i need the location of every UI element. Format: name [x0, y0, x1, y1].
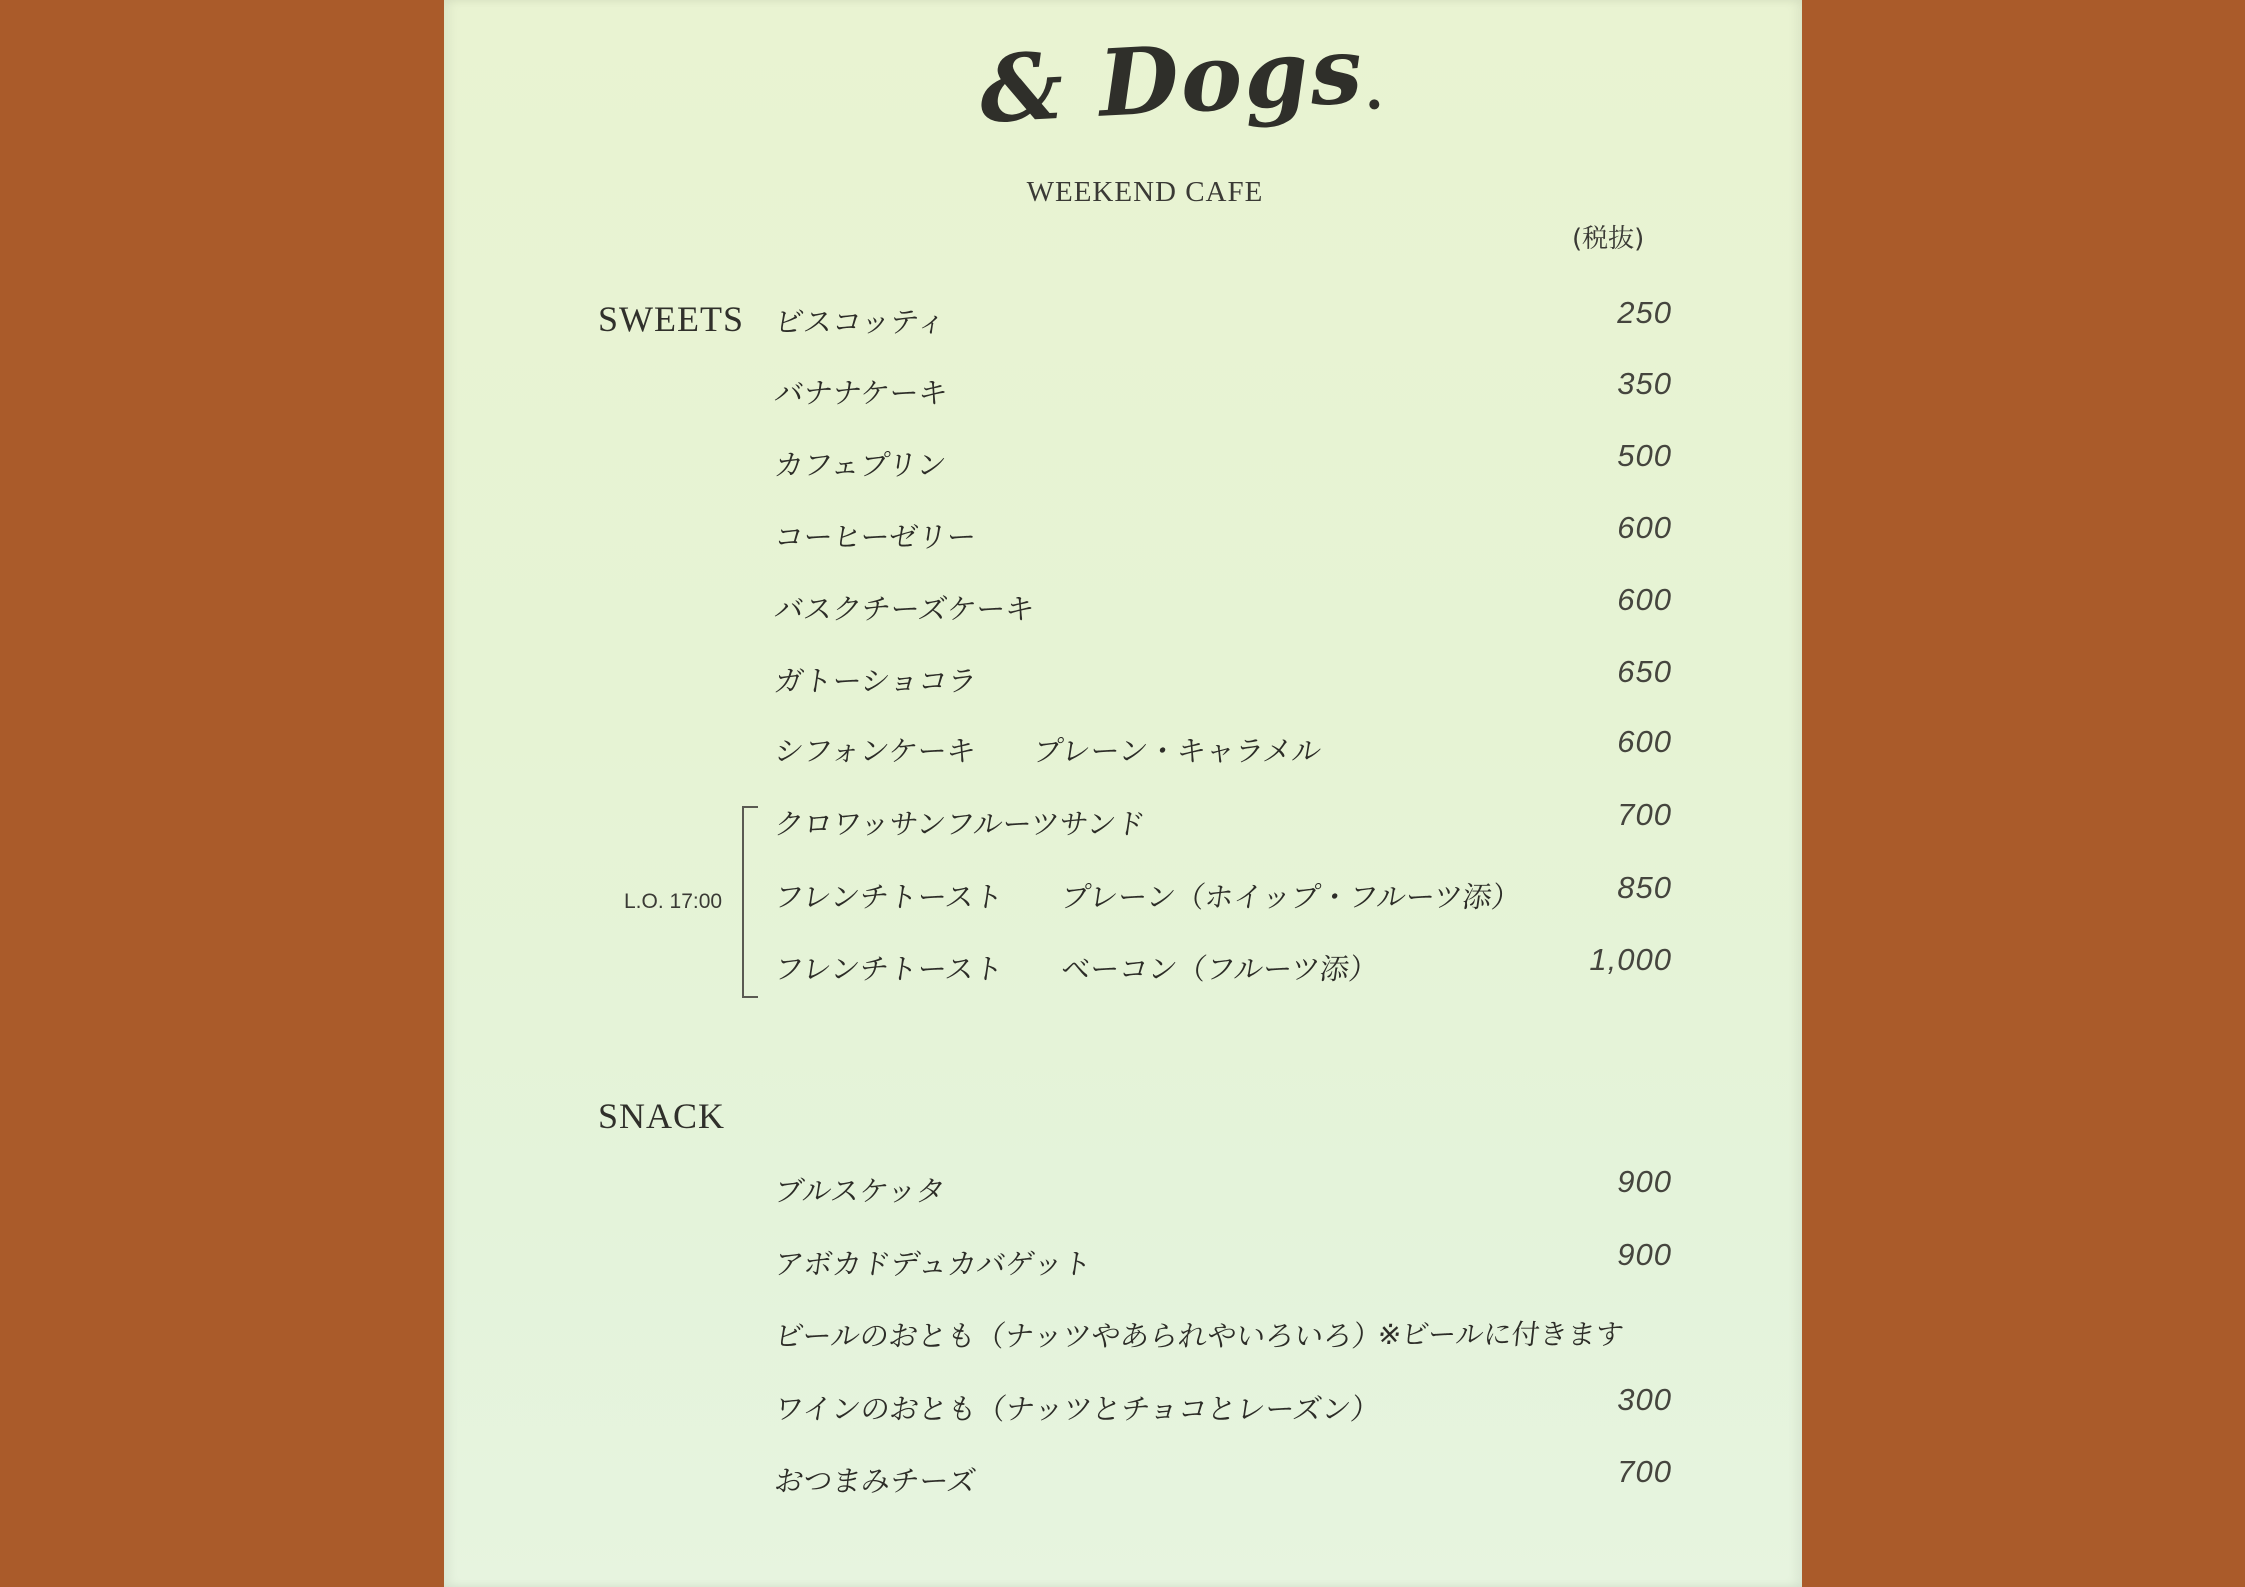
item-price: 350: [1617, 366, 1672, 401]
item-price: 1,000: [1589, 942, 1672, 977]
logo-text: & Dogs: [977, 15, 1367, 144]
item-price: 600: [1617, 724, 1672, 759]
menu-item-wine-snacks: [772, 1378, 1672, 1428]
menu-item-beer-snacks: [772, 1305, 1672, 1355]
item-name: ワインのおとも（ナッツとチョコとレーズン）: [772, 1392, 1383, 1426]
menu-item-biscotti: [772, 291, 1672, 341]
menu-item-cafe-pudding: [772, 434, 1672, 484]
item-name: アボカドデュカバゲット: [772, 1247, 1095, 1281]
item-name: バナナケーキ: [772, 376, 950, 410]
menu-item-french-toast-bacon: [772, 938, 1672, 988]
menu-item-cheese-snack: [772, 1450, 1672, 1500]
menu-item-gateau-chocolat: [772, 650, 1672, 700]
item-price: 650: [1617, 654, 1672, 689]
item-price: 250: [1617, 295, 1672, 330]
last-order-label: L.O. 17:00: [624, 890, 723, 913]
item-name: コーヒーゼリー: [772, 520, 979, 554]
last-order-bracket: [742, 806, 758, 998]
item-name: ブルスケッタ: [772, 1174, 948, 1208]
tax-note: (税抜): [1572, 224, 1645, 254]
menu-item-basque-cheesecake: [772, 578, 1672, 628]
cafe-logo: [977, 13, 1367, 150]
menu-item-chiffon-cake: [772, 720, 1672, 770]
item-price: 850: [1617, 870, 1672, 905]
menu-item-avocado-dukkah-baguette: [772, 1233, 1672, 1283]
menu-item-bruschetta: [772, 1160, 1672, 1210]
item-price: 500: [1617, 438, 1672, 473]
item-name: フレンチトースト ベーコン（フルーツ添）: [772, 952, 1381, 986]
menu-item-french-toast-plain: [772, 866, 1672, 916]
item-name: カフェプリン: [772, 448, 949, 482]
item-name: クロワッサンフルーツサンド: [772, 807, 1148, 841]
cafe-subtitle: WEEKEND CAFE: [1026, 176, 1264, 208]
menu-item-croissant-fruit-sandwich: [772, 793, 1672, 843]
item-price: 700: [1617, 1454, 1672, 1489]
item-name: おつまみチーズ: [772, 1464, 979, 1498]
item-price: 700: [1617, 797, 1672, 832]
item-price: 900: [1617, 1164, 1672, 1199]
item-price: 600: [1617, 510, 1672, 545]
menu-item-banana-cake: [772, 362, 1672, 412]
item-name: ビールのおとも（ナッツやあられやいろいろ）: [772, 1319, 1384, 1353]
item-name: シフォンケーキ プレーン・キャラメル: [772, 734, 1324, 768]
item-name: ガトーショコラ: [772, 664, 979, 698]
item-note: ※ビールに付きます: [1376, 1318, 1626, 1351]
menu-item-coffee-jelly: [772, 506, 1672, 556]
item-price: 600: [1617, 582, 1672, 617]
section-title-snack: SNACK: [598, 1096, 726, 1136]
item-price: 900: [1617, 1237, 1672, 1272]
item-price: 300: [1617, 1382, 1672, 1417]
item-name: ビスコッティ: [772, 305, 949, 339]
item-name: バスクチーズケーキ: [772, 592, 1037, 626]
item-name: フレンチトースト プレーン（ホイップ・フルーツ添）: [772, 880, 1524, 914]
section-title-sweets: SWEETS: [598, 299, 744, 339]
